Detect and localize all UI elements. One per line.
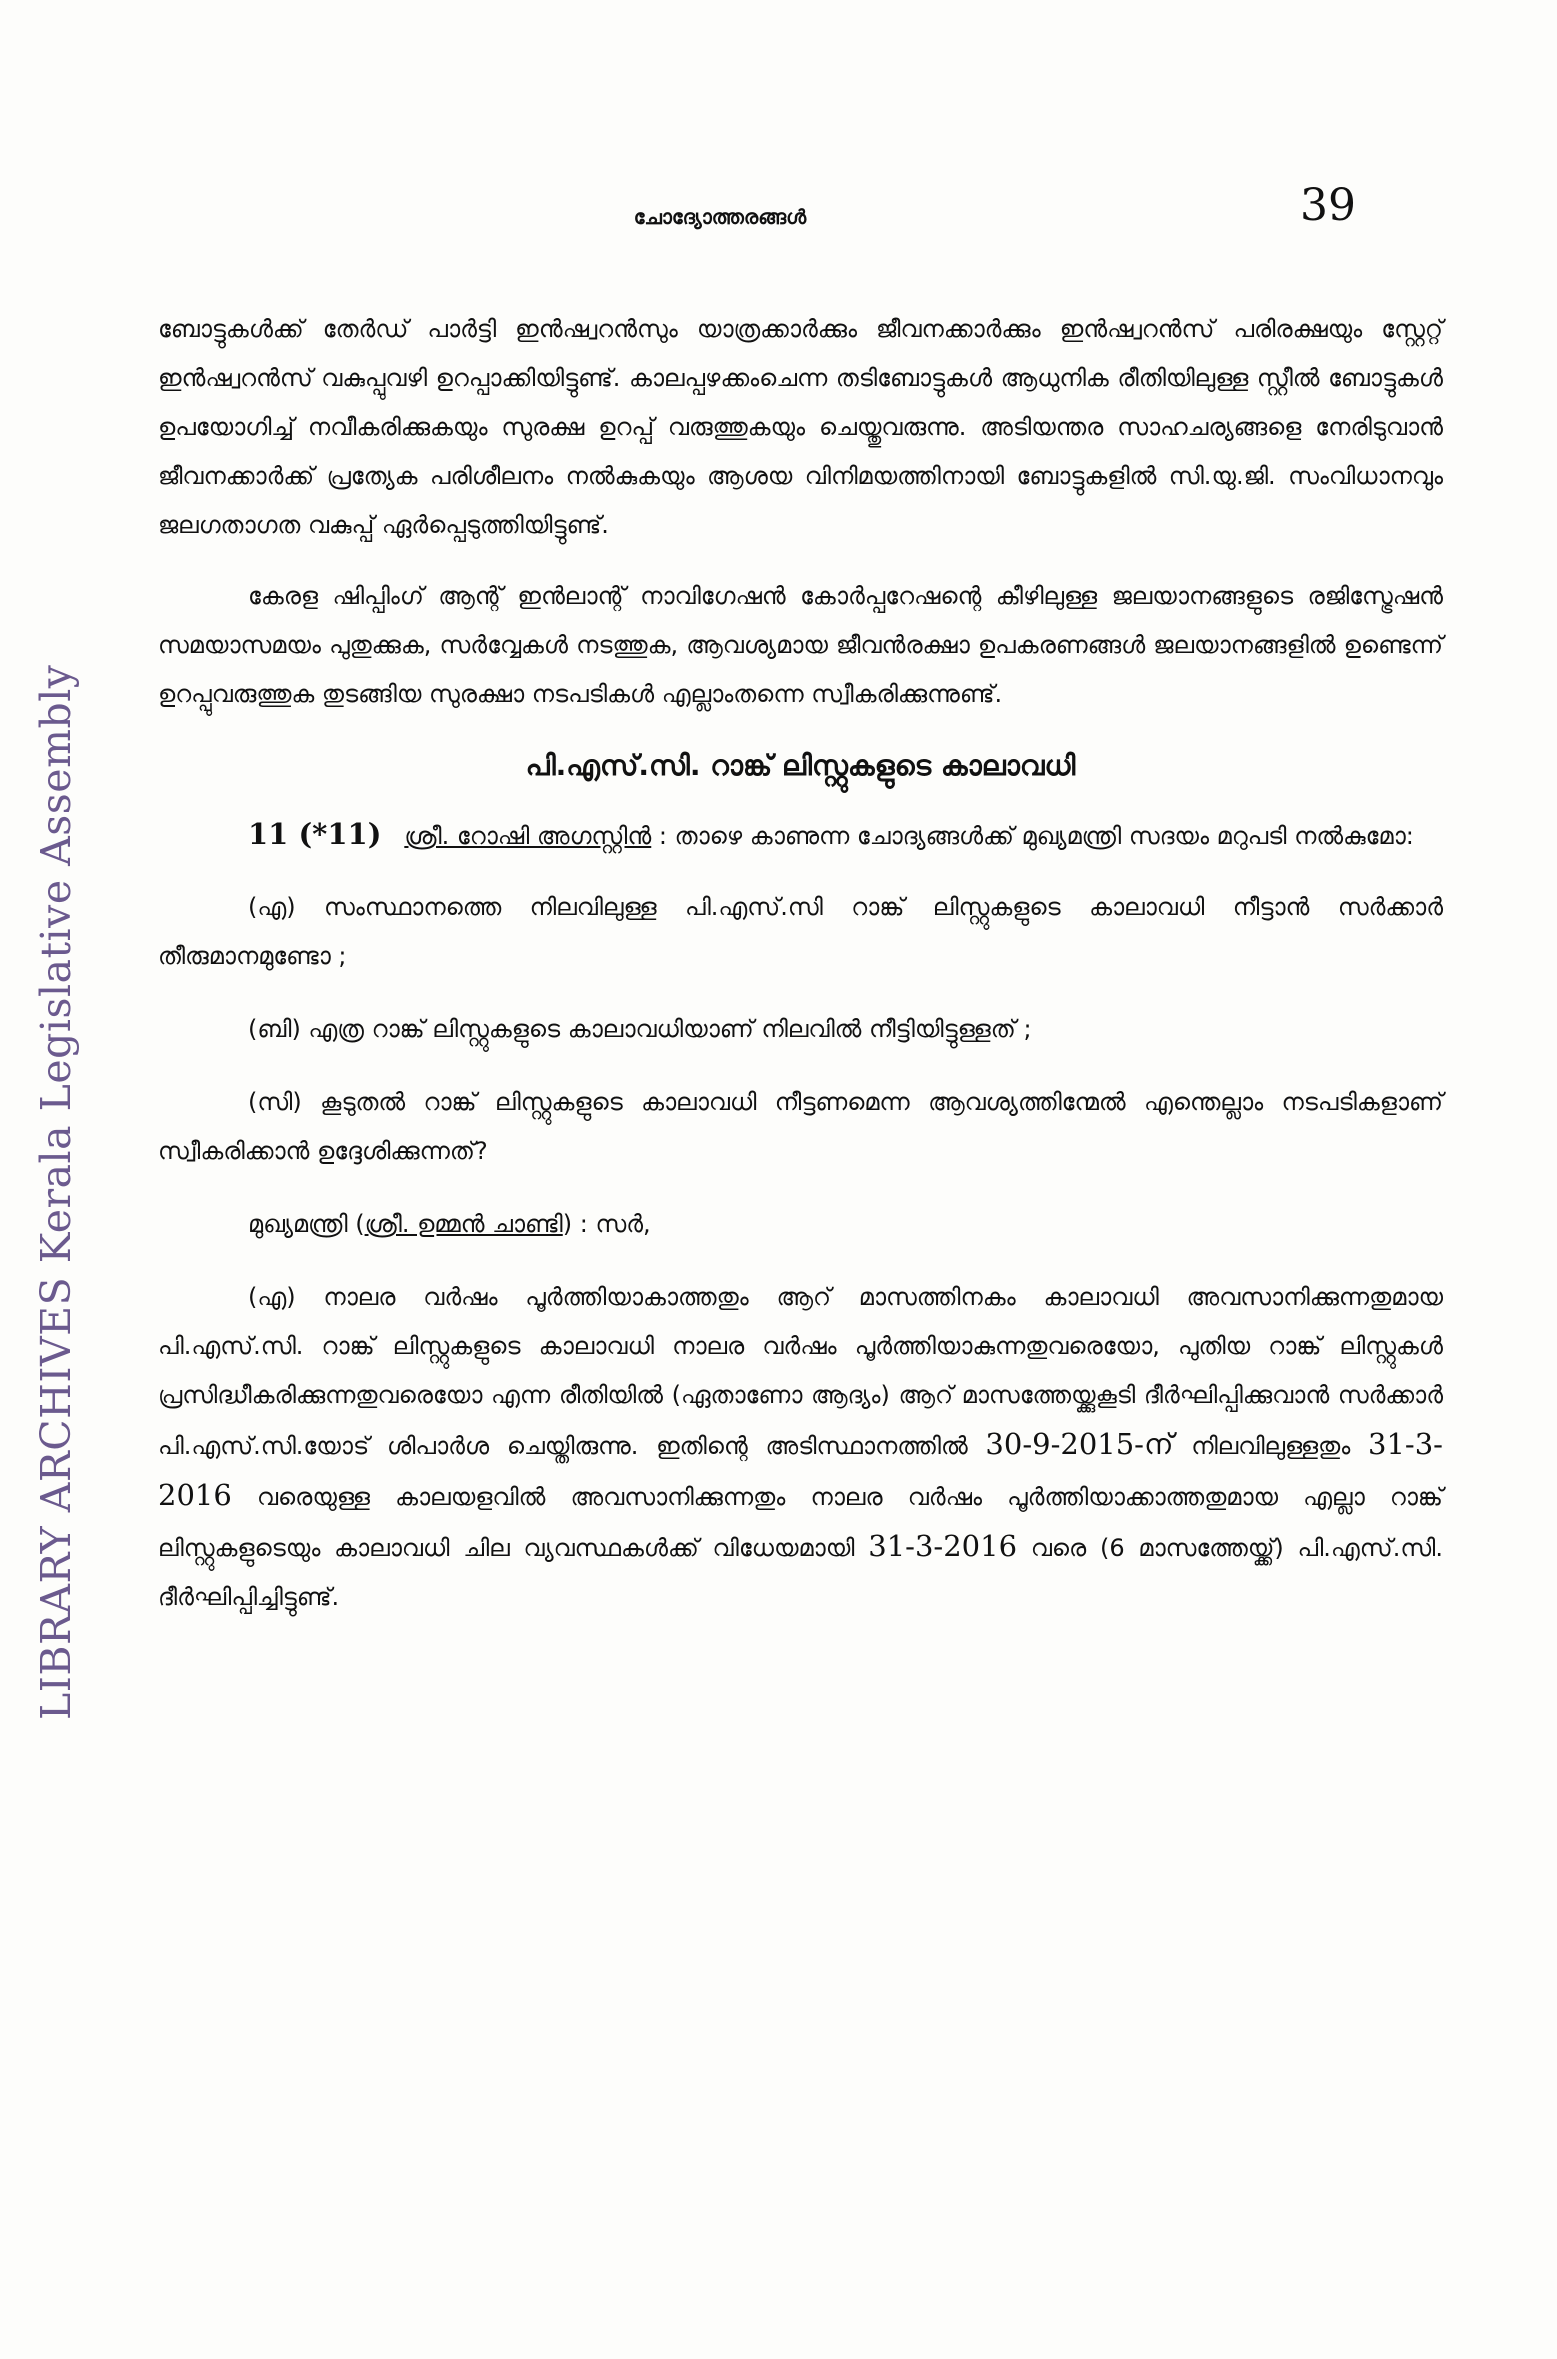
answer-text-3: വരെയുള്ള കാലയളവിൽ അവസാനിക്കുന്നതും നാലര വർഷം പൂർത്തിയാക്കാത്തതുമായ എല്ലാ റാങ്ക് ലിസ്റ്റുകളുടെയും കാലാവധി ചില വ്യവസ്ഥകൾക്ക് വിധേയമായി [158,1483,1443,1562]
question-item-b: (ബി) എത്ര റാങ്ക് ലിസ്റ്റുകളുടെ കാലാവധിയാണ് നിലവിൽ നീട്ടിയിട്ടുള്ളത് ; [248,1015,1032,1043]
paragraph-boat-safety: ബോട്ടുകൾക്ക് തേർഡ് പാർട്ടി ഇൻഷ്വറൻസും യാത്രക്കാർക്കും ജീവനക്കാർക്കും ഇൻഷ്വറൻസ് പരിരക്ഷയും സ്റ്റേറ്റ് ഇൻഷ്വറൻസ് വകുപ്പുവഴി ഉറപ്പാക്കിയിട്ടുണ്ട്. കാലപ്പഴക്കംചെന്ന തടിബോട്ടുകൾ ആധുനിക രീതിയിലുള്ള സ്റ്റീൽ ബോട്ടുകൾ ഉപയോഗിച്ച് നവീകരിക്കുകയും സുരക്ഷ ഉറപ്പ് വരുത്തുകയും ചെയ്തുവരുന്നു. അടിയന്തര സാഹചര്യങ്ങളെ നേരിടുവാൻ ജീവനക്കാർക്ക് പ്രത്യേക പരിശീലനം നൽകുകയും ആശയ വിനിമയത്തിനായി ബോട്ടുകളിൽ സി.യു.ജി. സംവിധാനവും ജലഗതാഗത വകുപ്പ് ഏർപ്പെടുത്തിയിട്ടുണ്ട്. [158,315,1443,539]
answer-heading [248,1200,1443,1249]
section-heading: പി.എസ്.സി. റാങ്ക് ലിസ്റ്റുകളുടെ കാലാവധി [525,749,1076,782]
page-content [158,305,1443,1644]
answer-title-suffix: ) : സർ, [562,1210,651,1238]
question-member: ശ്രീ. റോഷി അഗസ്റ്റിൻ [404,822,652,850]
question-number: 11 (*11) [248,817,382,851]
question-intro [158,810,1443,861]
answer-title-prefix: മുഖ്യമന്ത്രി ( [248,1210,365,1238]
running-head-title: ചോദ്യോത്തരങ്ങൾ [633,205,807,229]
question-item-a: (എ) സംസ്ഥാനത്തെ നിലവിലുള്ള പി.എസ്.സി റാങ്ക് ലിസ്റ്റുകളുടെ കാലാവധി നീട്ടാൻ സർക്കാർ തീരുമാനമുണ്ടോ ; [158,893,1443,970]
answer-date-2: 31-3-2016 [158,1427,1443,1512]
paragraph-kerala-shipping: കേരള ഷിപ്പിംഗ് ആന്റ് ഇൻലാന്റ് നാവിഗേഷൻ കോർപ്പറേഷന്റെ കീഴിലുള്ള ജലയാനങ്ങളുടെ രജിസ്ട്രേഷൻ സമയാസമയം പുതുക്കുക, സർവ്വേകൾ നടത്തുക, ആവശ്യമായ ജീവൻരക്ഷാ ഉപകരണങ്ങൾ ജലയാനങ്ങളിൽ ഉണ്ടെന്ന് ഉറപ്പുവരുത്തുക തുടങ്ങിയ സുരക്ഷാ നടപടികൾ എല്ലാംതന്നെ സ്വീകരിക്കുന്നുണ്ട്. [158,582,1443,708]
answer-date-3: 31-3-2016 [868,1529,1018,1563]
answer-text-1: (എ) നാലര വർഷം പൂർത്തിയാകാത്തതും ആറ് മാസത്തിനകം കാലാവധി അവസാനിക്കുന്നതുമായ പി.എസ്.സി. റാങ്ക് ലിസ്റ്റുകളുടെ കാലാവധി നാലര വർഷം പൂർത്തിയാകുന്നതുവരെയോ, പുതിയ റാങ്ക് ലിസ്റ്റുകൾ പ്രസിദ്ധീകരിക്കുന്നതുവരെയോ എന്ന രീതിയിൽ (ഏതാണോ ആദ്യം) ആറ് മാസത്തേയ്ക്കുകൂടി ദീർഘിപ്പിക്കുവാൻ സർക്കാർ പി.എസ്.സി.യോട് ശിപാർശ ചെയ്തിരുന്നു. ഇതിന്റെ അടിസ്ഥാനത്തിൽ [158,1283,1443,1460]
question-intro-text: : താഴെ കാണുന്ന ചോദ്യങ്ങൾക്ക് മുഖ്യമന്ത്രി സദയം മറുപടി നൽകുമോ: [658,822,1414,850]
answer-text-4: വരെ (6 മാസത്തേയ്ക്ക്) പി.എസ്.സി. ദീർഘിപ്പിച്ചിട്ടുണ്ട്. [158,1534,1443,1611]
question-item-c: (സി) കൂടുതൽ റാങ്ക് ലിസ്റ്റുകളുടെ കാലാവധി നീട്ടണമെന്ന ആവശ്യത്തിന്മേൽ എന്തെല്ലാം നടപടികളാണ് സ്വീകരിക്കാൻ ഉദ്ദേശിക്കുന്നത്? [158,1088,1443,1165]
answer-paragraph [158,1273,1443,1622]
answer-date-1: 30-9-2015-ന് [985,1427,1174,1461]
answer-text-2: നിലവിലുള്ളതും [1191,1432,1351,1460]
answer-minister: ശ്രീ. ഉമ്മൻ ചാണ്ടി [364,1210,563,1238]
side-watermark: LIBRARY ARCHIVES Kerala Legislative Assembly [32,664,80,1720]
page-number: 39 [1300,180,1356,231]
